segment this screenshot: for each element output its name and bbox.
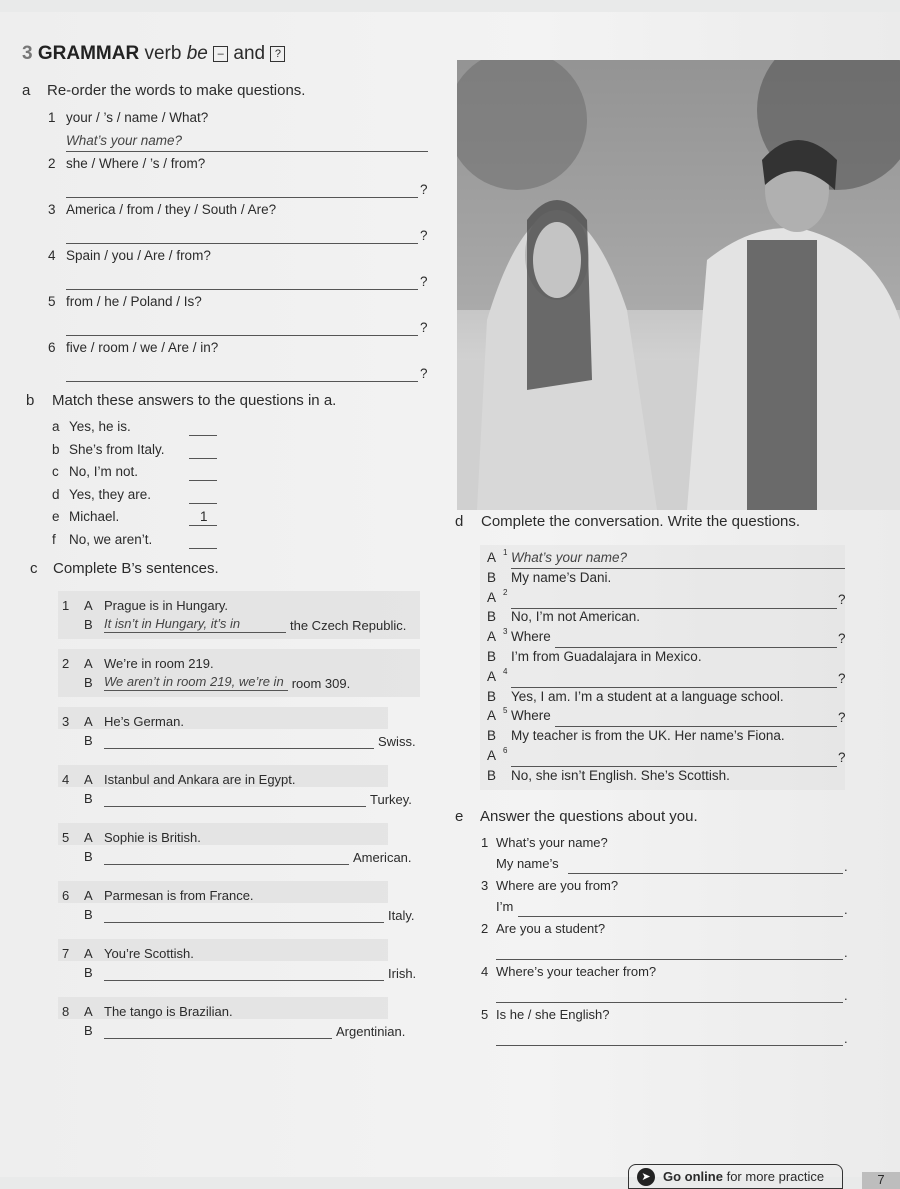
answer-line[interactable] <box>104 674 288 691</box>
item-number: 2 <box>48 156 56 171</box>
question-mark: ? <box>838 750 846 765</box>
sentence-a: Parmesan is from France. <box>104 888 254 903</box>
question-text: What’s your name? <box>496 835 608 850</box>
question-mark: ? <box>838 710 846 726</box>
section-number: 3 <box>22 43 33 64</box>
line-text: Yes, I am. I’m a student at a language school. <box>511 688 784 704</box>
question-number: 1 <box>481 835 489 850</box>
answer-start: I’m <box>496 899 514 914</box>
answer-line[interactable] <box>104 790 366 807</box>
item-number: 3 <box>48 202 56 217</box>
item-prompt: she / Where / ’s / from? <box>66 156 206 171</box>
full-stop: . <box>844 988 848 1003</box>
line-text: No, I’m not American. <box>511 609 641 625</box>
section-letter: b <box>26 392 35 409</box>
workbook-page <box>0 12 900 1187</box>
line-text: My name’s Dani. <box>511 569 612 585</box>
answer-line[interactable] <box>568 873 843 874</box>
answer-line[interactable] <box>518 916 843 917</box>
photo-students <box>457 60 900 510</box>
full-stop: . <box>844 859 848 874</box>
answer-line[interactable] <box>104 616 286 633</box>
sentence-b-row <box>104 964 416 981</box>
answer-line[interactable] <box>104 906 384 923</box>
item-number: 1 <box>62 598 70 613</box>
question-text: Is he / she English? <box>496 1007 610 1022</box>
speaker-b: B <box>84 675 93 690</box>
instruction-c: Complete B’s sentences. <box>53 560 219 577</box>
sentence-b-row <box>104 1022 405 1039</box>
speaker: A <box>487 668 497 684</box>
speaker-b: B <box>84 907 93 922</box>
speaker-a: A <box>84 598 93 613</box>
speaker: B <box>487 688 497 704</box>
full-stop: . <box>844 902 848 917</box>
go-online-label: Go online <box>663 1169 723 1184</box>
item-number: 4 <box>62 772 70 787</box>
match-blank[interactable] <box>189 435 217 436</box>
line-text: Where <box>511 629 551 645</box>
section-letter: c <box>30 560 38 577</box>
speaker-b: B <box>84 733 93 748</box>
negative-icon: – <box>213 46 228 62</box>
speaker-a: A <box>84 1004 93 1019</box>
line-number: 5 <box>503 706 508 716</box>
item-number: 6 <box>48 340 56 355</box>
speaker: B <box>487 767 497 783</box>
section-letter: d <box>455 513 464 530</box>
line-number: 6 <box>503 746 508 755</box>
item-answer: What’s your name? <box>66 133 183 148</box>
item-number: 1 <box>48 110 56 125</box>
sentence-b-end: Italy. <box>388 908 415 923</box>
speaker-b: B <box>84 791 93 806</box>
question-text: Where are you from? <box>496 878 619 893</box>
item-text: She’s from Italy. <box>69 442 165 457</box>
speaker: B <box>487 569 497 585</box>
item-number: 3 <box>62 714 70 729</box>
item-letter: a <box>52 419 60 434</box>
item-letter: f <box>52 532 56 547</box>
instruction-b: Match these answers to the questions in a. <box>52 392 337 409</box>
sentence-a: You’re Scottish. <box>104 946 194 961</box>
sentence-b-answer: We aren’t in room 219, we’re in <box>104 674 284 689</box>
section-letter: e <box>455 808 464 825</box>
line-number: 1 <box>503 548 508 557</box>
answer-line[interactable] <box>104 1022 332 1039</box>
item-prompt: five / room / we / Are / in? <box>66 340 219 355</box>
sentence-b-row <box>104 674 350 691</box>
answer-line[interactable] <box>104 732 374 749</box>
cursor-icon: ➤ <box>637 1168 655 1186</box>
sentence-a: Istanbul and Ankara are in Egypt. <box>104 772 296 787</box>
item-text: No, we aren’t. <box>69 532 153 547</box>
answer-line[interactable] <box>104 848 349 865</box>
page-number: 7 <box>862 1172 900 1189</box>
question-mark: ? <box>838 591 846 607</box>
line-text: My teacher is from the UK. Her name’s Fiona. <box>511 728 785 744</box>
match-blank[interactable] <box>189 503 217 504</box>
item-number: 5 <box>62 830 70 845</box>
question-number: 3 <box>481 878 489 893</box>
speaker: A <box>487 708 497 724</box>
line-number: 4 <box>503 666 508 676</box>
question-text: Are you a student? <box>496 921 606 936</box>
item-prompt: America / from / they / South / Are? <box>66 202 277 217</box>
line-text: Where <box>511 708 551 724</box>
match-blank[interactable] <box>189 548 217 549</box>
question-mark: ? <box>838 631 846 647</box>
speaker: B <box>487 649 497 664</box>
title-and: and <box>233 43 266 64</box>
answer-start: My name’s <box>496 856 559 871</box>
line-number: 3 <box>503 627 508 637</box>
question-mark: ? <box>420 228 428 243</box>
question-text: Where’s your teacher from? <box>496 964 657 979</box>
answer-line[interactable] <box>104 964 384 981</box>
answer-line[interactable] <box>66 197 418 198</box>
speaker-a: A <box>84 772 93 787</box>
item-number: 8 <box>62 1004 70 1019</box>
question-mark: ? <box>420 274 428 289</box>
question-icon: ? <box>270 46 285 62</box>
item-number: 5 <box>48 294 56 309</box>
speaker-b: B <box>84 965 93 980</box>
answer-line[interactable] <box>66 335 418 336</box>
speaker-a: A <box>84 946 93 961</box>
sentence-b-row <box>104 848 412 865</box>
speaker: A <box>487 550 497 565</box>
title-be: be <box>186 43 208 64</box>
question-number: 4 <box>481 964 489 979</box>
sentence-b-end: Argentinian. <box>336 1024 406 1039</box>
sentence-b-row <box>104 616 406 633</box>
item-number: 2 <box>62 656 70 671</box>
item-text: Yes, he is. <box>69 419 131 434</box>
line-number: 2 <box>503 587 508 597</box>
line-text: No, she isn’t English. She’s Scottish. <box>511 767 730 783</box>
full-stop: . <box>844 1031 848 1046</box>
item-number: 6 <box>62 888 70 903</box>
sentence-b-end: Swiss. <box>378 734 416 749</box>
answer-line[interactable] <box>66 289 418 290</box>
item-text: Michael. <box>69 509 120 524</box>
question-mark: ? <box>420 320 428 335</box>
speaker-b: B <box>84 617 93 632</box>
sentence-a: He’s German. <box>104 714 184 729</box>
item-letter: c <box>52 464 59 479</box>
sentence-a: The tango is Brazilian. <box>104 1004 233 1019</box>
go-online-rest: for more practice <box>726 1169 825 1184</box>
speaker: A <box>487 589 497 605</box>
question-number: 5 <box>481 1007 489 1022</box>
answer-line[interactable] <box>66 381 418 382</box>
answer-line[interactable] <box>496 1045 843 1046</box>
sentence-b-end: Turkey. <box>370 792 412 807</box>
sentence-b-end: American. <box>353 850 412 865</box>
item-text: No, I’m not. <box>69 464 139 479</box>
answer-line[interactable] <box>496 959 843 960</box>
sentence-b-row <box>104 732 416 749</box>
speaker: A <box>487 629 497 645</box>
question-mark: ? <box>420 366 428 381</box>
item-text: Yes, they are. <box>69 487 152 502</box>
speaker-a: A <box>84 714 93 729</box>
item-number: 4 <box>48 248 56 263</box>
speaker-a: A <box>84 830 93 845</box>
item-prompt: Spain / you / Are / from? <box>66 248 211 263</box>
line-text: What’s your name? <box>511 550 628 565</box>
line-text: I’m from Guadalajara in Mexico. <box>511 649 702 664</box>
section-letter: a <box>22 82 31 99</box>
grammar-heading: GRAMMAR <box>37 43 140 64</box>
sentence-a: Prague is in Hungary. <box>104 598 229 613</box>
question-mark: ? <box>838 670 846 686</box>
item-letter: d <box>52 487 60 502</box>
sentence-b-row <box>104 906 415 923</box>
instruction-d: Complete the conversation. Write the questions. <box>481 513 801 530</box>
item-letter: b <box>52 442 60 457</box>
sentence-a: Sophie is British. <box>104 830 201 845</box>
sentence-b-end: Irish. <box>388 966 417 981</box>
instruction-e: Answer the questions about you. <box>480 808 698 825</box>
match-blank[interactable] <box>189 480 217 481</box>
match-blank[interactable] <box>189 525 217 526</box>
answer-line[interactable] <box>496 1002 843 1003</box>
item-letter: e <box>52 509 60 524</box>
title-verb: verb <box>144 43 182 64</box>
full-stop: . <box>844 945 848 960</box>
answer-line[interactable] <box>66 243 418 244</box>
sentence-b-answer: It isn’t in Hungary, it’s in <box>104 616 241 631</box>
question-mark: ? <box>420 182 428 197</box>
speaker-a: A <box>84 656 93 671</box>
match-answer: 1 <box>200 509 208 524</box>
sentence-b-row <box>104 790 412 807</box>
sentence-b-end: the Czech Republic. <box>290 618 407 633</box>
sentence-b-end: room 309. <box>291 676 351 691</box>
speaker-b: B <box>84 1023 93 1038</box>
question-number: 2 <box>481 921 489 936</box>
speaker-a: A <box>84 888 93 903</box>
match-blank[interactable] <box>189 458 217 459</box>
speaker-b: B <box>84 849 93 864</box>
item-number: 7 <box>62 946 70 961</box>
answer-line[interactable] <box>66 151 428 152</box>
sentence-a: We’re in room 219. <box>104 656 214 671</box>
item-prompt: from / he / Poland / Is? <box>66 294 202 309</box>
instruction-a: Re-order the words to make questions. <box>47 82 306 99</box>
item-prompt: your / ’s / name / What? <box>66 110 209 125</box>
speaker: A <box>487 748 497 763</box>
speaker: B <box>487 609 497 625</box>
section-title <box>22 43 285 65</box>
speaker: B <box>487 728 497 744</box>
